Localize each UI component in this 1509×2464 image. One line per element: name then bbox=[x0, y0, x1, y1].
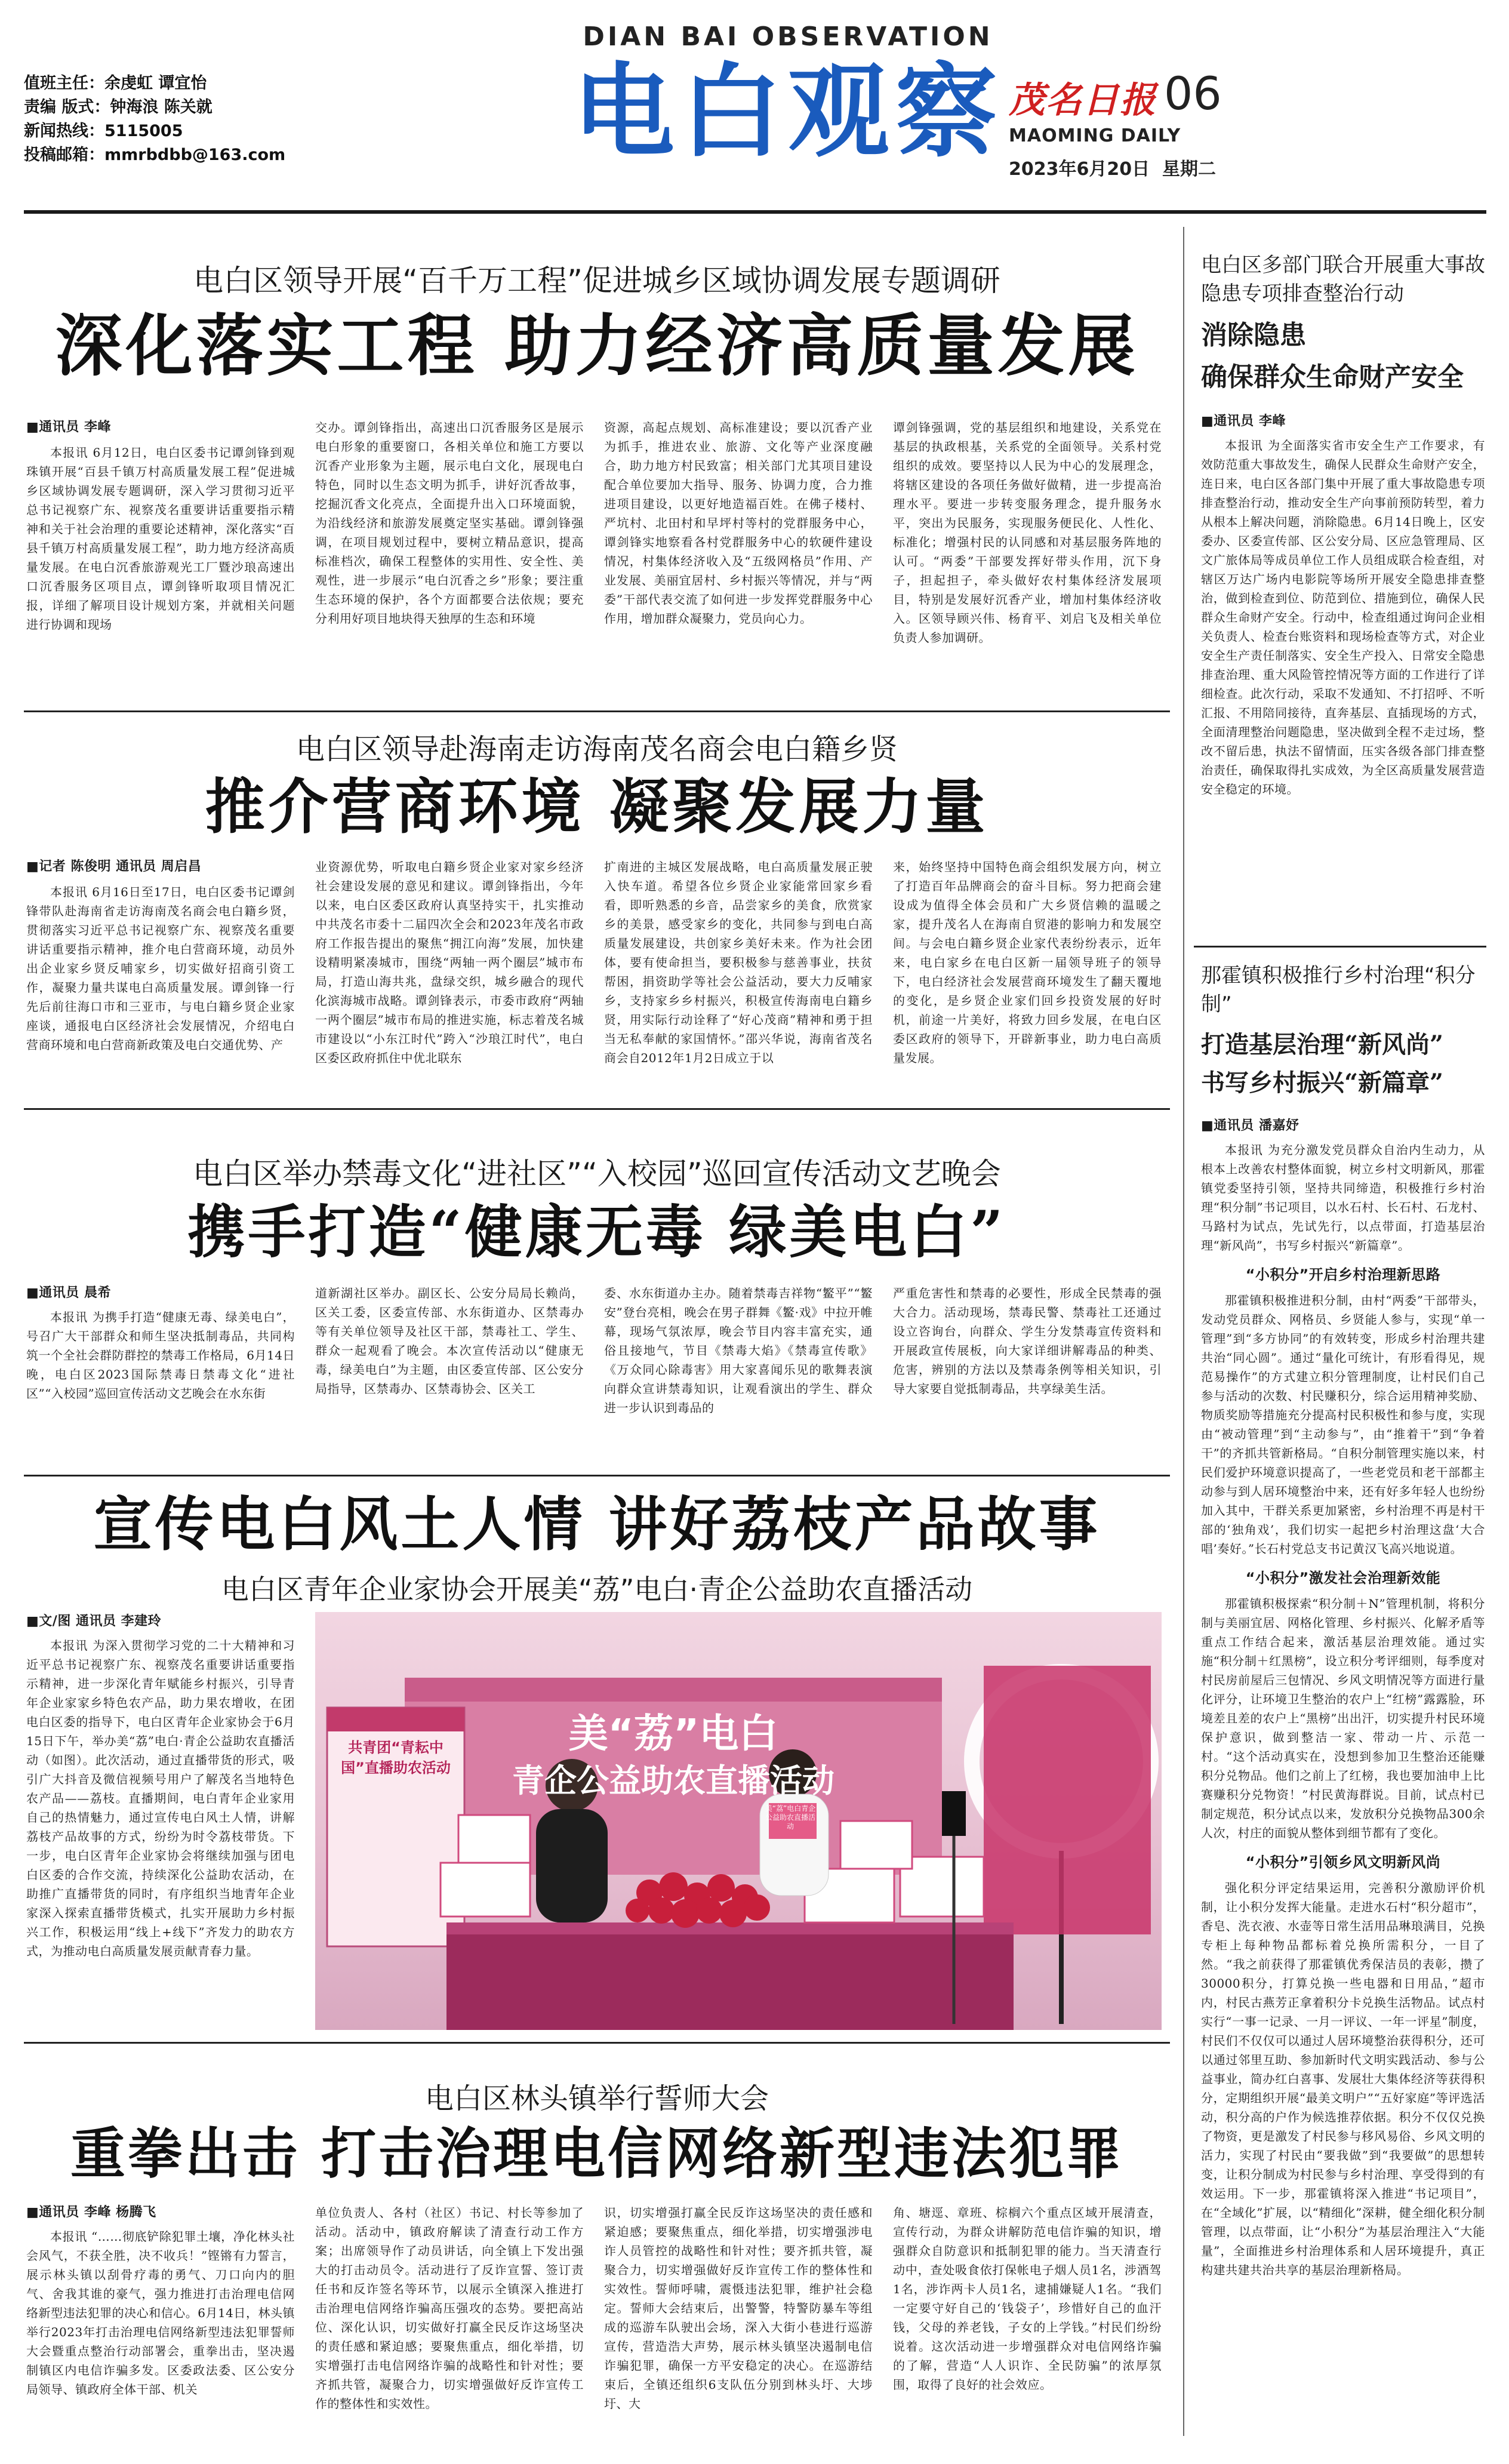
article3-col1 bbox=[26, 1284, 295, 1463]
article4-kicker: 电白区青年企业家协会开展美“荔”电白·青企公益助农直播活动 bbox=[221, 1573, 973, 1605]
masthead-en-top: DIAN BAI OBSERVATION bbox=[583, 21, 993, 52]
side2-headline2: 书写乡村振兴“新篇章” bbox=[1201, 1069, 1444, 1097]
photo-sign-text: 美“荔”电白青企公益助农直播活动 bbox=[765, 1804, 816, 1831]
masthead-tel: 新闻热线：5115005 bbox=[24, 122, 183, 140]
side2-subhead1: “小积分”开启乡村治理新思路 bbox=[1245, 1266, 1441, 1283]
article2-col2 bbox=[315, 857, 584, 1096]
side1-headline2: 确保群众生命财产安全 bbox=[1201, 362, 1464, 392]
masthead-editor: 值班主任：余虔虹 谭宜怡 bbox=[24, 74, 207, 93]
article5-col1 bbox=[26, 2203, 295, 2442]
side2-body bbox=[1201, 1116, 1485, 2448]
weekday: 星期二 bbox=[1162, 159, 1217, 180]
article1-kicker: 电白区领导开展“百千万工程”促进城乡区域协调发展专题调研 bbox=[193, 263, 1000, 298]
article1-text2: 交办。谭剑锋指出，高速出口沉香服务区是展示电白形象的重要窗口，各相关单位和施工方要以沉香产业形象为主题，展示电白文化，展现电白特色，同时以生态文明为抓手，讲好沉香故事，挖掘沉香文化亮点，全面提升出入口环境面貌，为沿线经济和旅游发展奠定坚实基础。谭剑锋强调，在项目规划过程中，要树立精品意识，提高标准档次，确保工程整体的实用性、安全性、美观性，进一步展示“电白沉香之乡”形象；要注重生态环境的保护，各个方面都要合法依规；要充分利用好项目地块得天独厚的生态和环境 bbox=[315, 420, 584, 626]
article4-photo bbox=[315, 1612, 1162, 2030]
side2-text2: 那霍镇积极探索“积分制＋N”管理机制，将积分制与美丽宜居、网格化管理、乡村振兴、化解矛盾等重点工作结合起来，激活基层治理效能。通过实施“积分制＋红黑榜”，设立积分考评细则，每季度对村民房前屋后三包情况、乡风文明情况等方面进行量化评分，让环境卫生整治的农户上“红榜”露露脸，环境差且差的农户上“黑榜”出出汗，切实提升村民环境保护意识，做到整洁一家、带动一片、示范一村。“这个活动真实在，没想到参加卫生整治还能赚积分兑物品。他们之前上了红榜，我也要加油申上比赛赚积分兑物资！”村民黄海群说。目前，试点村已制定规范，积分试点以来，发放积分兑换物品300余人次，村庄的面貌从整体到细节都有了变化。 bbox=[1201, 1596, 1485, 1840]
side2-text3: 强化积分评定结果运用，完善积分激励评价机制，让小积分发挥大能量。走进水石村“积分超市”，香皂、洗衣液、水壶等日常生活用品琳琅满目，兑换专柜上每种物品都标着兑换所需积分，一目了然。“我之前获得了那霍镇优秀保洁员的表彰，攒了30000积分，打算兑换一些电器和日用品，”超市内，村民古燕芳正拿着积分卡兑换生活物品。试点村实行“一事一记录、一月一评议、一年一评星”制度，村民们不仅仅可以通过人居环境整治获得积分，还可以通过邻里互助、参加新时代文明实践活动、参与公益事业，简办红白喜事、发展壮大集体经济等获得积分，定期组织开展“最美文明户”“五好家庭”等评选活动，积分高的户作为候选推荐依据。积分不仅仅兑换了物资，更是激发了村民参与移风易俗、乡风文明的活力，实现了村民由“要我做”到“我要做”的思想转变，让积分制成为村民参与乡村治理、享受得到的有效运用。下一步，那霍镇将深入推进“书记项目”，在“全域化”扩展，以“精细化”深耕，健全细化积分制管理，以点带面，让“小积分”为基层治理注入“大能量”，全面推进乡村治理体系和人居环境提升，真正构建共建共治共享的基层治理新格局。 bbox=[1201, 1881, 1485, 2277]
article4-byline: ■文/图 通讯员 李建玲 bbox=[26, 1614, 162, 1629]
article3-text4: 严重危害性和禁毒的必要性，形成全民禁毒的强大合力。活动现场，禁毒民警、禁毒社工还通过设立咨询台，向群众、学生分发禁毒宣传资料和开展政宣传展板，向大家详细讲解毒品的种类、危害，辨别的方法以及禁毒条例等相关知识，引导大家要自觉抵制毒品，共享绿美生活。 bbox=[893, 1286, 1162, 1396]
side2-headline1: 打造基层治理“新风尚” bbox=[1201, 1030, 1444, 1059]
article2-rule bbox=[24, 1108, 1170, 1110]
side1-headline1: 消除隐患 bbox=[1201, 320, 1306, 350]
side1-text: 本报讯 为全面落实省市安全生产工作要求，有效防范重大事故发生，确保人民群众生命财产安全，连日来，电白区各部门集中开展了重大事故隐患专项排查整治行动，推动安全生产向事前预防转型，着力从根本上解决问题，消除隐患。6月14日晚上，区安委办、区委宣传部、区公安分局、区应急管理局、区文广旅体局等成员单位工作人员组成联合检查组，对辖区万达广场内电影院等场所开展安全隐患排查整治，做到检查到位、防范到位、措施到位，确保人民群众生命财产安全。行动中，检查组通过询问企业相关负责人、检查台账资料和现场检查等方式，对企业安全生产责任制落实、安全生产投入、日常安全隐患排查治理、重大风险管控情况等方面的工作进行了详细检查。此次行动，采取不发通知、不打招呼、不听汇报、不用陪同接待，直奔基层、直插现场的方式，全面清理整治问题隐患，坚决做到全程不走过场，整改不留后患，执法不留情面，压实各级各部门排查整治责任，确保取得扎实成效，为全区高质量发展营造安全稳定的环境。 bbox=[1201, 438, 1485, 796]
side2-text1: 那霍镇积极推进积分制，由村“两委”干部带头，发动党员群众、网格员、乡贤能人参与，实现“单一管理”到“多方协同”的有效转变，形成乡村治理共建共治“同心圆”。通过“量化可统计，有形看得见，规范易操作”的方式建立积分管理制度，让村民们自己参与活动的次数、村民赚积分，综合运用精神奖励、物质奖励等措施充分提高村民积极性和参与度，实现由“被动管理”到“主动参与”，由“推着干”到“争着干”的齐抓共管新格局。“自积分制管理实施以来，村民们爱护环境意识提高了，一些老党员和老干部都主动参与到人居环境整治中来，还有好多年轻人也纷纷加入其中，干群关系更加紧密，乡村治理不再是村干部的‘独角戏’，我们切实一起把乡村治理这盘‘大合唱’奏好。”长石村党总支书记黄汉飞高兴地说道。 bbox=[1201, 1293, 1485, 1556]
article4-col1 bbox=[26, 1612, 295, 2030]
photo-banner-title: 美“荔”电白 bbox=[568, 1711, 778, 1757]
masthead-email: 投稿邮箱：mmrbdbb@163.com bbox=[24, 146, 286, 164]
article3-headline: 携手打造“健康无毒 绿美电白” bbox=[187, 1198, 1006, 1266]
side2-kicker: 那霍镇积极推行乡村治理“积分制” bbox=[1201, 964, 1476, 1016]
article2-headline: 推介营商环境 凝聚发展力量 bbox=[205, 771, 989, 842]
page-number: 06 bbox=[1164, 67, 1222, 120]
article5-text4: 角、塘逕、章班、棕榈六个重点区域开展清查，宣传行动，为群众讲解防范电信诈骗的知识，增强群众自防意识和抵制犯罪的能力。当天清查行动中，查处吸食依打保帐电子烟人员1名，涉酒驾1名，涉诈两卡人员1名，逮捕嫌疑人1名。“我们一定要守好自己的‘钱袋子’，珍惜好自己的血汗钱，父母的养老钱，子女的上学钱。”村民们纷纷说着。这次活动进一步增强群众对电信网络诈骗的了解，营造“人人识诈、全民防骗”的浓厚氛围，取得了良好的社会效应。 bbox=[893, 2205, 1162, 2392]
article3-kicker: 电白区举办禁毒文化“进社区”“入校园”巡回宣传活动文艺晚会 bbox=[193, 1156, 1001, 1191]
article3-col3 bbox=[604, 1284, 873, 1463]
article4-rule bbox=[24, 2042, 1170, 2044]
issue-date bbox=[1009, 154, 1216, 180]
masthead-rule bbox=[24, 210, 1486, 214]
side2-intro: 本报讯 为充分激发党员群众自治内生动力，从根本上改善农村整体面貌，树立乡村文明新风，那霍镇党委坚持引领，坚持共同缔造，积极推行乡村治理“积分制”书记项目，以水石村、长石村、石龙村、马路村为试点，先试先行，以点带面，打造基层治理“新风尚”，书写乡村振兴“新篇章”。 bbox=[1201, 1143, 1485, 1253]
article3-text3: 委、水东街道办主办。随着禁毒吉祥物“鳘平”“鳘安”登台亮相，晚会在男子群舞《鳘·戏》中拉开帷幕，现场气氛浓厚，晚会节目内容丰富充实，通俗且接地气，节目《禁毒大焰》《禁毒宣传歌》《万众同心除毒害》用大家喜闻乐见的歌舞表演向群众宣讲禁毒知识，让观看演出的学生、群众进一步认识到毒品的 bbox=[604, 1286, 873, 1415]
article2-col1 bbox=[26, 857, 295, 1096]
article1-col2 bbox=[315, 418, 584, 699]
photo-left-banner-text: 共青团“青耘中国”直播助农活动 bbox=[341, 1739, 451, 1776]
photo-illustration bbox=[315, 1612, 1162, 2030]
photo-banner-subtitle: 青企公益助农直播活动 bbox=[512, 1762, 834, 1799]
article3-byline: ■通讯员 晨希 bbox=[26, 1285, 111, 1300]
article2-text4: 来，始终坚持中国特色商会组织发展方向，树立了打造百年品牌商会的奋斗目标。努力把商会建设成为值得全体会员和广大乡贤信赖的温暖之家，提升茂名人在海南自贸港的影响力和发展空间。与会电白籍乡贤企业家代表纷纷表示，近年来，电白家乡在电白区新一届领导班子的领导下，电白经济社会发展营商环境发生了翻天覆地的变化，是乡贤企业家们回乡投资发展的好时机，前途一片美好，将致力回乡发展，在电白区委区政府的领导下，开辟新事业，助力电白高质量发展。 bbox=[893, 860, 1162, 1065]
article2-byline: ■记者 陈俊明 通讯员 周启昌 bbox=[26, 859, 202, 874]
sidebar-divider bbox=[1183, 227, 1184, 2436]
masthead-layout: 责编 版式：钟海浪 陈关就 bbox=[24, 98, 213, 116]
paper-logo: 茂名日报 bbox=[1009, 79, 1157, 121]
article5-text3: 识，切实增强打赢全民反诈这场坚决的责任感和紧迫感；要聚焦重点，细化举措，切实增强涉电诈人员管控的战略性和针对性；要齐抓共管，凝聚合力，切实增强做好反诈宣传工作的整体性和实效性。誓师呼啸，震慑违法犯罪，维护社会稳定。誓师大会结束后，出警警，特警防暴车等组成的巡游车队驶出会场，深入大街小巷进行巡游宣传，营造浩大声势，展示林头镇坚决遏制电信诈骗犯罪，确保一方平安稳定的决心。在巡游结束后，全镇还组织6支队伍分别到林头圩、大埗圩、大 bbox=[604, 2205, 873, 2411]
side2-byline: ■通讯员 潘嘉妤 bbox=[1201, 1118, 1299, 1133]
article2-text1: 本报讯 6月16日至17日，电白区委书记谭剑锋带队赴海南省走访海南茂名商会电白籍乡贤，贯彻落实习近平总书记视察广东、视察茂名重要讲话重要指示精神，推介电白营商环境，动员外出企业家乡贤反哺家乡，切实做好招商引资工作，凝聚力量共谋电白高质量发展。谭剑锋一行先后前往海口市和三亚市，与电白籍乡贤企业家座谈，通报电白区经济社会发展情况，介绍电白营商环境和电白营商新政策及电白交通优势、产 bbox=[26, 885, 295, 1052]
article2-text3: 扩南进的主城区发展战略，电白高质量发展正驶入快车道。希望各位乡贤企业家能常回家乡看看，即听熟悉的乡音，品尝家乡的美食，欣赏家乡的美景，感受家乡的变化，共同参与到电白高质量发展建设，共创家乡美好未来。作为社会团体，要有使命担当，要积极参与慈善事业，扶贫帮困，捐资助学等社会公益活动，要大力反哺家乡，支持家乡乡村振兴，积极宣传海南电白籍乡贤，用实际行动诠释了“好心茂商”精神和勇于担当无私奉献的家国情怀。”邵兴华说，海南省茂名商会自2012年1月2日成立于以 bbox=[604, 860, 873, 1065]
article5-col4 bbox=[893, 2203, 1162, 2442]
article5-headline: 重拳出击 打击治理电信网络新型违法犯罪 bbox=[70, 2121, 1124, 2186]
article1-col4 bbox=[893, 418, 1162, 699]
article4-text1: 本报讯 为深入贯彻学习党的二十大精神和习近平总书记视察广东、视察茂名重要讲话重要指示精神，进一步深化青年赋能乡村振兴，引导青年企业家家乡特色农产品，助力果农增收，在团电白区委的指导下，电白区青年企业家协会于6月15日下午，举办美“荔”电白·青企公益助农直播活动（如图）。此次活动，通过直播带货的形式，吸引广大抖音及微信视频号用户了解茂名当地特色农产品——荔枝。直播期间，电白青年企业家用自己的热情魅力，通过宣传电白风土人情，讲解荔枝产品故事的方式，纷纷为时令荔枝带货。下一步，电白区青年企业家协会将继续加强与团电白区委的合作交流，持续深化公益助农活动，在助推广直播带货的同时，有序组织当地青年企业家深入探索直播带货模式，扎实开展助力乡村振兴工作，积极运用“线上+线下”齐发力的助农方式，为推动电白高质量发展贡献青春力量。 bbox=[26, 1638, 295, 1958]
article1-byline: ■通讯员 李峰 bbox=[26, 420, 111, 435]
article5-col2 bbox=[315, 2203, 584, 2442]
side1-rule bbox=[1194, 946, 1486, 948]
article1-col1 bbox=[26, 418, 295, 699]
article4-headline: 宣传电白风土人情 讲好荔枝产品故事 bbox=[93, 1490, 1101, 1559]
article3-text2: 道新湖社区举办。副区长、公安分局局长赖尚，区关工委，区委宣传部、水东街道办、区禁毒办等有关单位领导及社区干部，禁毒社工、学生、群众一起观看了晚会。本次宣传活动以“健康无毒，绿美电白”为主题，由区委宣传部、区公安分局指导，区禁毒办、区禁毒协会、区关工 bbox=[315, 1286, 584, 1396]
article3-col4 bbox=[893, 1284, 1162, 1463]
article1-headline: 深化落实工程 助力经济高质量发展 bbox=[55, 307, 1139, 385]
article1-col3 bbox=[604, 418, 873, 699]
article2-col4 bbox=[893, 857, 1162, 1096]
article2-text2: 业资源优势，听取电白籍乡贤企业家对家乡经济社会建设发展的意见和建议。谭剑锋指出，今年以来，电白区委区政府认真坚持实干，扎实推动中共茂名市委十二届四次全会和2023年茂名市政府工作报告提出的聚焦“拥江向海”发展，加快建设精明紧凑城市，围绕“两轴一两个圈层”城市布局，打造山海共兆，盘绿交织，城乡融合的现代化滨海城市战略。谭剑锋表示，市委市政府“两轴一两个圈层”城市布局的推进实施，标志着茂名城市建设以“小东江时代”跨入“沙琅江时代”，电白区委区政府抓住中优北联东 bbox=[315, 860, 584, 1065]
article3-rule bbox=[24, 1475, 1170, 1476]
masthead-editors bbox=[24, 72, 501, 167]
article5-col3 bbox=[604, 2203, 873, 2442]
article5-text2: 单位负责人、各村（社区）书记、村长等参加了活动。活动中，镇政府解读了清查行动工作方案；出席领导作了动员讲话，向全镇上下发出强大的打击动员令。活动进行了反诈宣誓、签订责任书和反诈签名等环节，以展示全镇深入推进打击治理电信网络诈骗高压强攻的态势。要把高站位、深化认识，切实做好打赢全民反诈这场坚决的责任感和紧迫感；要聚焦重点，细化举措，切实增强打击电信网络诈骗的战略性和针对性；要齐抓共管，凝聚合力，切实增强做好反诈宣传工作的整体性和实效性。 bbox=[315, 2205, 584, 2411]
date: 2023年6月20日 bbox=[1009, 159, 1150, 180]
article5-kicker: 电白区林头镇举行誓师大会 bbox=[424, 2082, 769, 2115]
article2-kicker: 电白区领导赴海南走访海南茂名商会电白籍乡贤 bbox=[295, 733, 898, 766]
article1-rule bbox=[24, 710, 1170, 712]
paper-en: MAOMING DAILY bbox=[1009, 125, 1181, 146]
side2-subhead3: “小积分”引领乡风文明新风尚 bbox=[1245, 1854, 1441, 1871]
article1-text3: 资源，高起点规划、高标准建设；要以沉香产业为抓手，推进农业、旅游、文化等产业深度融合，助力地方村民致富；相关部门尤其项目建设配合单位要加大指导、服务、协调力度，合力推进项目建设，以更好地造福百姓。在佛子楼村、严坑村、北田村和早坪村等村的党群服务中心，谭剑锋实地察看各村党群服务中心的软硬件建设情况，村集体经济收入及“五级网格员”作用、产业发展、美丽宜居村、乡村振兴等情况，并与“两委”干部代表交流了如何进一步发挥党群服务中心作用，增加群众凝聚力，党员向心力。 bbox=[604, 420, 873, 626]
article3-text1: 本报讯 为携手打造“健康无毒、绿美电白”，号召广大干部群众和师生坚决抵制毒品，共同构筑一个全社会群防群控的禁毒工作格局，6月14日晚，电白区2023国际禁毒日禁毒文化“进社区”“入校园”巡回宣传活动文艺晚会在水东街 bbox=[26, 1310, 295, 1401]
article3-col2 bbox=[315, 1284, 584, 1463]
side1-byline: ■通讯员 李峰 bbox=[1201, 414, 1286, 429]
article1-text4: 谭剑锋强调，党的基层组织和地建设，关系党在基层的执政根基，关系党的全面领导。关系村党组织的成效。要坚持以人民为中心的发展理念，将辖区建设的各项任务做好做精，进一步提高治理水平。要进一步转变服务理念，提升服务水平，突出为民服务，实现服务便民化、人性化、标准化；增强村民的认同感和对基层服务阵地的认可。“两委”干部要发挥好带头作用，沉下身子，担起担子，牵头做好农村集体经济发展项目，特别是发展好沉香产业，增加村集体经济收入。区领导顾兴伟、杨育平、刘启飞及相关单位负责人参加调研。 bbox=[893, 420, 1162, 645]
article2-col3 bbox=[604, 857, 873, 1096]
side2-subhead2: “小积分”激发社会治理新效能 bbox=[1245, 1570, 1441, 1586]
article5-byline: ■通讯员 李峰 杨腾飞 bbox=[26, 2205, 156, 2220]
side1-kicker: 电白区多部门联合开展重大事故隐患专项排查整治行动 bbox=[1201, 253, 1485, 306]
side1-body bbox=[1201, 412, 1485, 937]
article5-text1: 本报讯 “……彻底铲除犯罪土壤，净化林头社会风气，不获全胜，决不收兵！”铿锵有力誓言，展示林头镇以刮骨疗毒的勇气、刀口向内的胆气、舍我其谁的豪气，强力推进打击治理电信网络新型违法犯罪的决心和信心。6月14日，林头镇举行2023年打击治理电信网络新型违法犯罪誓师大会暨重点整治行动部署会，重拳出击，坚决遏制镇区内电信诈骗多发。区委政法委、区公安分局领导、镇政府全体干部、机关 bbox=[26, 2229, 295, 2397]
masthead bbox=[0, 0, 1509, 215]
article1-text1: 本报讯 6月12日，电白区委书记谭剑锋到观珠镇开展“百县千镇万村高质量发展工程”促进城乡区域协调发展专题调研，深入学习贯彻习近平总书记视察广东、视察茂名重要讲话重要指示精神和关于社会治理的重要论述精神，深化落实“百县千镇万村高质量发展工程”，助力地方经济高质量发展。在电白沉香旅游观光工厂暨沙琅高速出口沉香服务区项目点，谭剑锋听取项目情况汇报，详细了解项目设计规划方案，并就相关问题进行协调和现场 bbox=[26, 445, 295, 632]
section-title: 电白观察 bbox=[572, 53, 1003, 171]
